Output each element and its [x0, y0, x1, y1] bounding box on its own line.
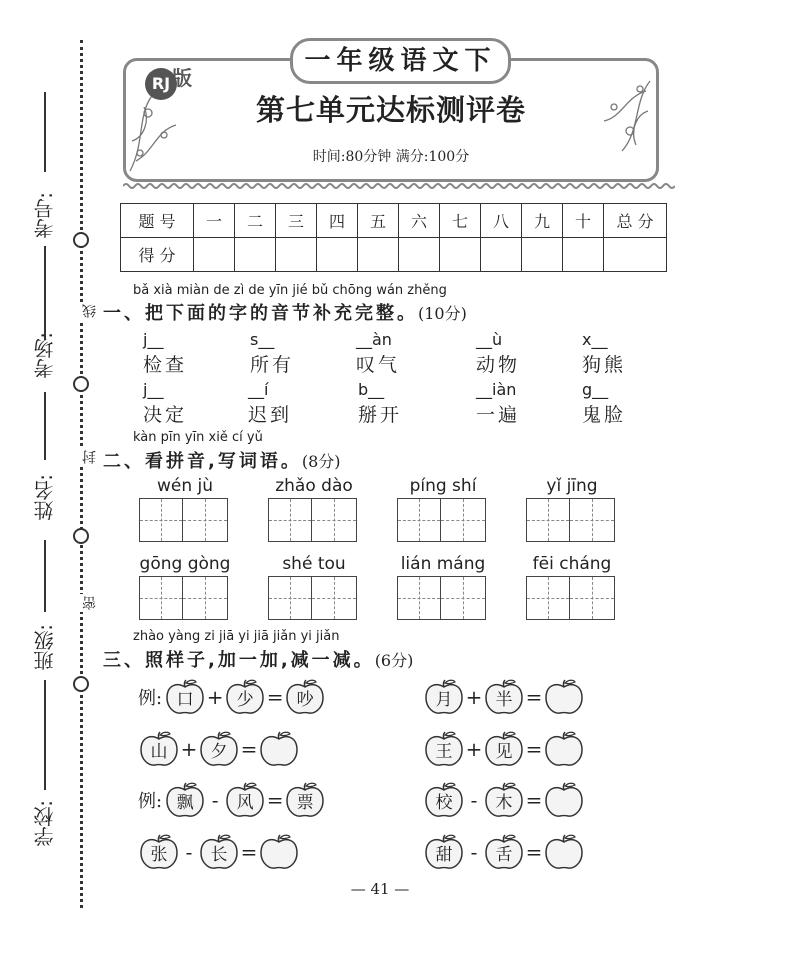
- section3-pinyin: zhào yàng zi jiā yi jiā jiǎn yi jiǎn: [133, 629, 340, 644]
- score-input-cell[interactable]: [235, 238, 276, 272]
- example-label: 例:: [138, 688, 163, 709]
- score-input-cell[interactable]: [399, 238, 440, 272]
- apple-answer-input[interactable]: [544, 834, 584, 870]
- equation-row: [423, 731, 585, 767]
- binding-ring: [73, 232, 89, 248]
- school-blank-line[interactable]: [44, 680, 46, 790]
- apple-box: 舌: [484, 834, 524, 870]
- writing-group[interactable]: fēi cháng: [526, 554, 618, 624]
- writing-cell[interactable]: [139, 498, 183, 542]
- score-input-cell[interactable]: [522, 238, 563, 272]
- section1-item[interactable]: __àn 叹气: [356, 330, 401, 376]
- class-blank-line[interactable]: [44, 540, 46, 612]
- section1-item[interactable]: s__ 所有: [250, 330, 295, 376]
- score-header-cell: 九: [522, 204, 563, 238]
- apple-box: 飘: [165, 782, 205, 818]
- apple-box: 张: [139, 834, 179, 870]
- apple-box: 口: [165, 679, 205, 715]
- kaohao-label: 考号:: [33, 192, 57, 239]
- score-header-cell: 五: [358, 204, 399, 238]
- section3-title: 三、照样子,加一加,减一减。(6分): [103, 650, 414, 671]
- page-title: 第七单元达标测评卷: [255, 93, 526, 127]
- name-blank-line[interactable]: [44, 392, 46, 460]
- section2-pinyin: kàn pīn yīn xiě cí yǔ: [133, 430, 263, 445]
- equation-row: [423, 834, 585, 870]
- example-label: 例:: [138, 791, 163, 812]
- equation-row: [138, 679, 326, 715]
- score-header-cell: 六: [399, 204, 440, 238]
- operator: +: [465, 685, 483, 709]
- writing-cell[interactable]: [268, 498, 312, 542]
- writing-cell[interactable]: [441, 498, 486, 542]
- section2-title: 二、看拼音,写词语。(8分): [103, 451, 341, 472]
- writing-cell[interactable]: [526, 498, 570, 542]
- section1-item[interactable]: g__ 鬼脸: [582, 380, 627, 426]
- score-header-cell: 总 分: [604, 204, 667, 238]
- score-header-cell: 一: [194, 204, 235, 238]
- writing-cell[interactable]: [183, 498, 228, 542]
- equation-row: [138, 834, 300, 870]
- school-label: 学校:: [33, 800, 57, 847]
- apple-answer-input[interactable]: [544, 731, 584, 767]
- equation-row: [423, 782, 585, 818]
- exam-info: 时间:80分钟 满分:100分: [312, 149, 470, 165]
- seal-mark-feng: 封: [82, 450, 98, 464]
- writing-cell[interactable]: [397, 576, 441, 620]
- kaohao-blank-line[interactable]: [44, 92, 46, 172]
- rj-badge: RJ: [145, 68, 177, 100]
- apple-box: 木: [484, 782, 524, 818]
- apple-answer-input[interactable]: [259, 834, 299, 870]
- score-input-cell[interactable]: [563, 238, 604, 272]
- writing-cell[interactable]: [268, 576, 312, 620]
- seal-mark-xian: 线: [82, 304, 98, 318]
- score-input-cell[interactable]: [194, 238, 235, 272]
- apple-answer-input[interactable]: [544, 782, 584, 818]
- name-label: 姓名:: [33, 474, 57, 521]
- apple-box: 见: [484, 731, 524, 767]
- binding-ring: [73, 528, 89, 544]
- section1-item[interactable]: j__ 决定: [143, 380, 188, 426]
- score-header-cell: 三: [276, 204, 317, 238]
- equals-sign: =: [240, 840, 258, 864]
- equals-sign: =: [240, 737, 258, 761]
- operator: -: [211, 788, 219, 812]
- writing-cell[interactable]: [397, 498, 441, 542]
- equation-row: [138, 782, 326, 818]
- section1-item[interactable]: __iàn 一遍: [476, 380, 521, 426]
- equals-sign: =: [525, 685, 543, 709]
- score-header-cell: 四: [317, 204, 358, 238]
- kaochang-label: 考场:: [33, 332, 57, 379]
- writing-group[interactable]: lián máng: [397, 554, 489, 624]
- operator: +: [206, 685, 224, 709]
- operator: -: [185, 840, 193, 864]
- writing-cell[interactable]: [570, 498, 615, 542]
- section1-item[interactable]: __í 迟到: [248, 380, 293, 426]
- equals-sign: =: [525, 737, 543, 761]
- writing-group[interactable]: yǐ jīng: [526, 476, 618, 546]
- edition-label: 版: [172, 66, 192, 90]
- apple-answer: 吵: [285, 679, 325, 715]
- class-label: 班级:: [33, 624, 57, 671]
- writing-group[interactable]: wén jù: [139, 476, 231, 546]
- writing-cell[interactable]: [526, 576, 570, 620]
- writing-cell[interactable]: [570, 576, 615, 620]
- score-input-cell[interactable]: [604, 238, 667, 272]
- apple-answer-input[interactable]: [544, 679, 584, 715]
- kaochang-blank-line[interactable]: [44, 246, 46, 340]
- section1-title: 一、把下面的字的音节补充完整。(10分): [103, 303, 467, 324]
- apple-box: 山: [139, 731, 179, 767]
- apple-box: 长: [199, 834, 239, 870]
- writing-group[interactable]: píng shí: [397, 476, 489, 546]
- apple-box: 月: [424, 679, 464, 715]
- apple-box: 少: [225, 679, 265, 715]
- score-header-cell: 七: [440, 204, 481, 238]
- score-table: [120, 203, 667, 272]
- writing-cell[interactable]: [139, 576, 183, 620]
- apple-answer: 票: [285, 782, 325, 818]
- score-input-cell[interactable]: [276, 238, 317, 272]
- equals-sign: =: [266, 685, 284, 709]
- apple-box: 半: [484, 679, 524, 715]
- binding-ring: [73, 676, 89, 692]
- operator: -: [470, 788, 478, 812]
- equals-sign: =: [266, 788, 284, 812]
- binding-dotted-line: [80, 40, 83, 908]
- section1-item[interactable]: __ù 动物: [476, 330, 521, 376]
- equation-row: [423, 679, 585, 715]
- score-header-cell: 十: [563, 204, 604, 238]
- score-header-cell: 二: [235, 204, 276, 238]
- section1-item[interactable]: x__ 狗熊: [582, 330, 627, 376]
- apple-box: 校: [424, 782, 464, 818]
- writing-cell[interactable]: [441, 576, 486, 620]
- equals-sign: =: [525, 840, 543, 864]
- apple-box: 甜: [424, 834, 464, 870]
- equation-row: [138, 731, 300, 767]
- score-input-cell[interactable]: [440, 238, 481, 272]
- apple-box: 风: [225, 782, 265, 818]
- apple-box: 王: [424, 731, 464, 767]
- page-number: — 41 —: [350, 880, 410, 898]
- score-header-cell: 题 号: [121, 204, 194, 238]
- writing-group[interactable]: shé tou: [268, 554, 360, 624]
- equals-sign: =: [525, 788, 543, 812]
- writing-cell[interactable]: [183, 576, 228, 620]
- operator: +: [180, 737, 198, 761]
- writing-cell[interactable]: [312, 576, 357, 620]
- wavy-divider: [123, 182, 675, 190]
- apple-answer-input[interactable]: [259, 731, 299, 767]
- apple-box: 夕: [199, 731, 239, 767]
- score-header-cell: 八: [481, 204, 522, 238]
- binding-ring: [73, 376, 89, 392]
- writing-group[interactable]: gōng gòng: [139, 554, 231, 624]
- score-row-label: 得 分: [121, 238, 194, 272]
- seal-mark-mi: 密: [82, 596, 98, 610]
- writing-cell[interactable]: [312, 498, 357, 542]
- operator: +: [465, 737, 483, 761]
- operator: -: [470, 840, 478, 864]
- score-input-cell[interactable]: [481, 238, 522, 272]
- section1-item[interactable]: b__ 掰开: [358, 380, 403, 426]
- section1-pinyin: bǎ xià miàn de zì de yīn jié bǔ chōng wán zhěng: [133, 283, 447, 298]
- section1-item[interactable]: j__ 检查: [143, 330, 188, 376]
- score-input-cell[interactable]: [358, 238, 399, 272]
- score-input-cell[interactable]: [317, 238, 358, 272]
- grade-banner: 一年级语文下: [290, 38, 511, 84]
- writing-group[interactable]: zhǎo dào: [268, 476, 360, 546]
